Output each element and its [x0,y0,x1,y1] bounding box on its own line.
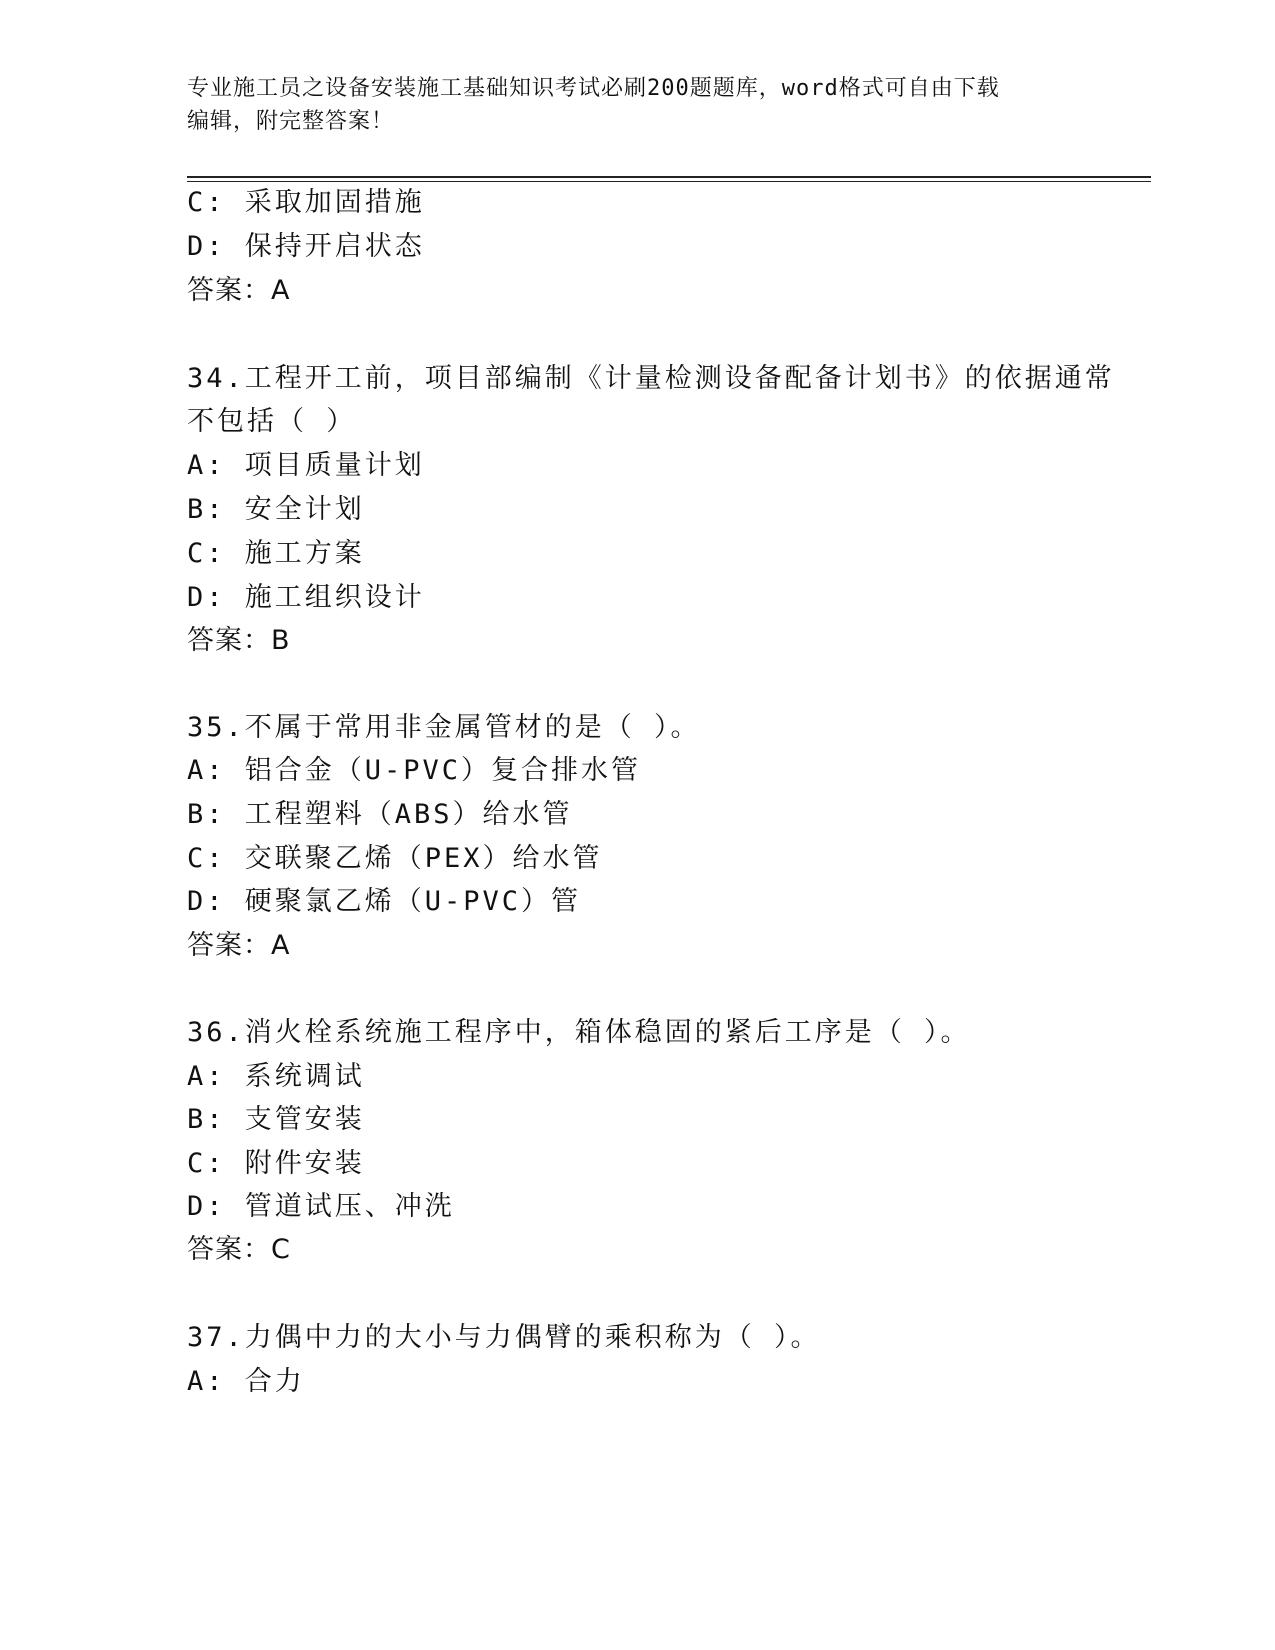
question-35-option-b: B: 工程塑料（ABS）给水管 [187,799,573,830]
question-35-option-d: D: 硬聚氯乙烯（U-PVC）管 [187,886,582,917]
prev-question-option-d: D: 保持开启状态 [187,231,425,262]
question-36-option-a: A: 系统调试 [187,1061,365,1092]
question-36-stem: 36.消火栓系统施工程序中，箱体稳固的紧后工序是（ ）。 [187,1017,971,1048]
question-35-answer: 答案：A [187,930,291,961]
question-34-option-a: A: 项目质量计划 [187,450,425,481]
header-title-line-1: 专业施工员之设备安装施工基础知识考试必刷200题题库，word格式可自由下载 [187,76,1000,101]
prev-question-option-c: C: 采取加固措施 [187,187,425,218]
question-36-option-d: D: 管道试压、冲洗 [187,1191,455,1222]
question-34-option-d: D: 施工组织设计 [187,582,425,613]
question-34-answer: 答案：B [187,625,291,656]
question-34-option-b: B: 安全计划 [187,494,365,525]
question-34-option-c: C: 施工方案 [187,538,365,569]
question-37-stem: 37.力偶中力的大小与力偶臂的乘积称为（ ）。 [187,1322,821,1353]
question-37-option-a: A: 合力 [187,1366,305,1397]
question-35-option-a: A: 铝合金（U-PVC）复合排水管 [187,755,642,786]
header-title-line-2: 编辑，附完整答案！ [187,109,395,134]
question-36-answer: 答案：C [187,1234,291,1265]
question-36-option-c: C: 附件安装 [187,1148,365,1179]
question-34-stem-line-2: 不包括（ ） [187,406,357,437]
prev-question-answer: 答案：A [187,275,291,306]
document-header [187,72,1087,138]
header-divider-thin [187,181,1151,182]
header-divider-thick [187,176,1151,178]
question-36-option-b: B: 支管安装 [187,1104,365,1135]
question-35-stem: 35.不属于常用非金属管材的是（ ）。 [187,712,701,743]
question-35-option-c: C: 交联聚乙烯（PEX）给水管 [187,843,603,874]
question-34-stem-line-1: 34.工程开工前，项目部编制《计量检测设备配备计划书》的依据通常 [187,363,1115,394]
